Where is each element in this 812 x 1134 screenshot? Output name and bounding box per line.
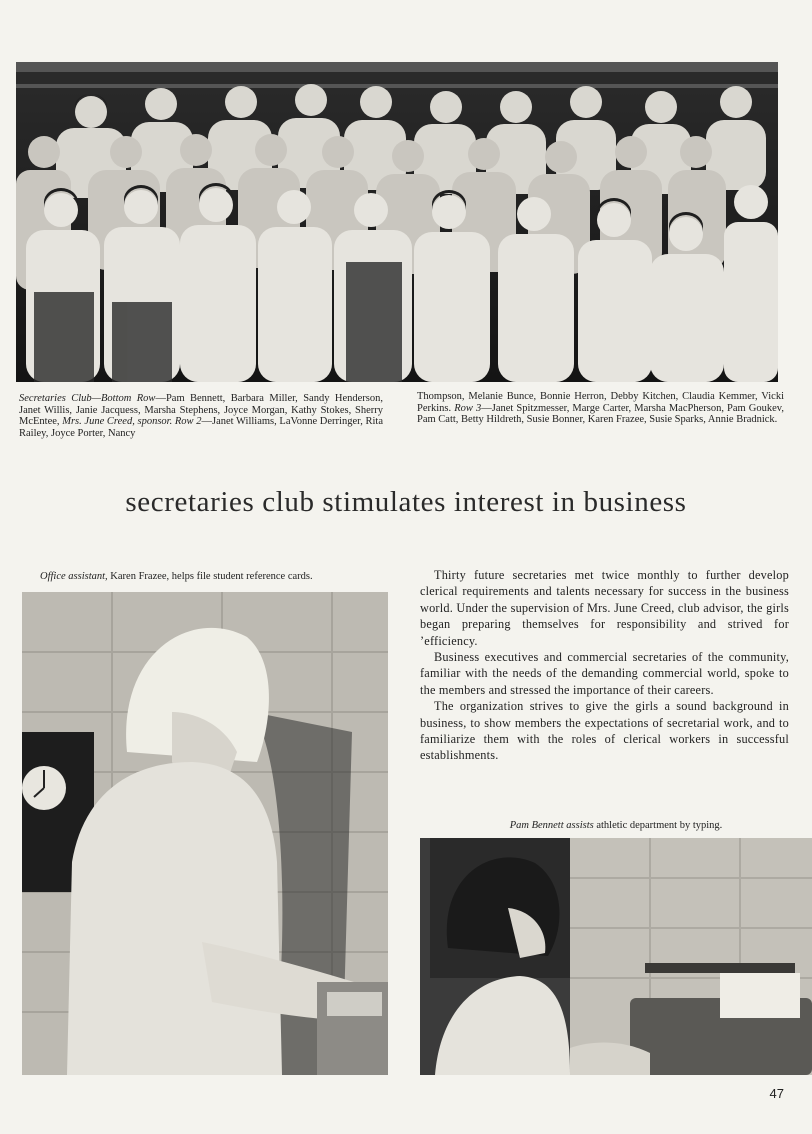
office-caption-italic: Office assistant, (40, 571, 108, 582)
group-caption-right (417, 391, 784, 426)
caption-row2-names: —Janet Williams, LaVonne Derringer, Rita Railey, Joyce Porter, Nancy (19, 416, 383, 439)
group-photo (16, 62, 778, 382)
caption-row3-names: —Janet Spitzmesser, Marge Carter, Marsha MacPherson, Pam Goukev, Pam Catt, Betty Hildreth, Susie Bonner, Karen Frazee, Susie Sparks, Annie Bradnick. (417, 402, 784, 426)
office-photo-caption (40, 571, 380, 582)
typing-caption-italic: Pam Bennett assists (509, 820, 594, 831)
caption-row1-label: Secretaries Club—Bottom Row (19, 393, 156, 404)
group-caption-left (19, 393, 383, 439)
page-number: 47 (769, 1086, 784, 1101)
caption-row1-names: —Pam Bennett, Barbara Miller, Sandy Henderson, Janet Willis, Janie Jacquess, Marsha Stephens, Joyce Morgan, Kathy Stokes, Sherry McEntee, (19, 393, 383, 428)
article-paragraph: The organization strives to give the girls a sound background in business, to show members the expectations of secretarial work, and to familiarize them with the roles of clerical workers in successful establishments. (420, 699, 789, 763)
page-headline: secretaries club stimulates interest in business (125, 486, 687, 518)
office-caption-text: Karen Frazee, helps file student reference cards. (107, 571, 313, 582)
article-body (420, 567, 789, 764)
typing-photo-caption (420, 820, 812, 831)
typing-photo (420, 838, 812, 1075)
caption-sponsor: Mrs. June Creed, sponsor. Row 2 (62, 416, 202, 428)
article-paragraph: Business executives and commercial secretaries of the community, familiar with the needs of the demanding commercial world, spoke to the members and stressed the importance of their careers. (420, 650, 789, 697)
office-assistant-photo (22, 592, 388, 1075)
caption-row2-names-cont: Thompson, Melanie Bunce, Bonnie Herron, Debby Kitchen, Claudia Kemmer, Vicki Perkins. (417, 391, 784, 414)
typing-caption-text: athletic department by typing. (593, 820, 723, 831)
caption-row3-label: Row 3 (454, 402, 482, 414)
article-paragraph: Thirty future secretaries met twice monthly to further develop clerical requirements and talents necessary for success in the business world. Under the supervision of Mrs. June Creed, club advisor, the girls began preparing themselves for responsibility and strived for ’efficiency. (420, 568, 789, 648)
